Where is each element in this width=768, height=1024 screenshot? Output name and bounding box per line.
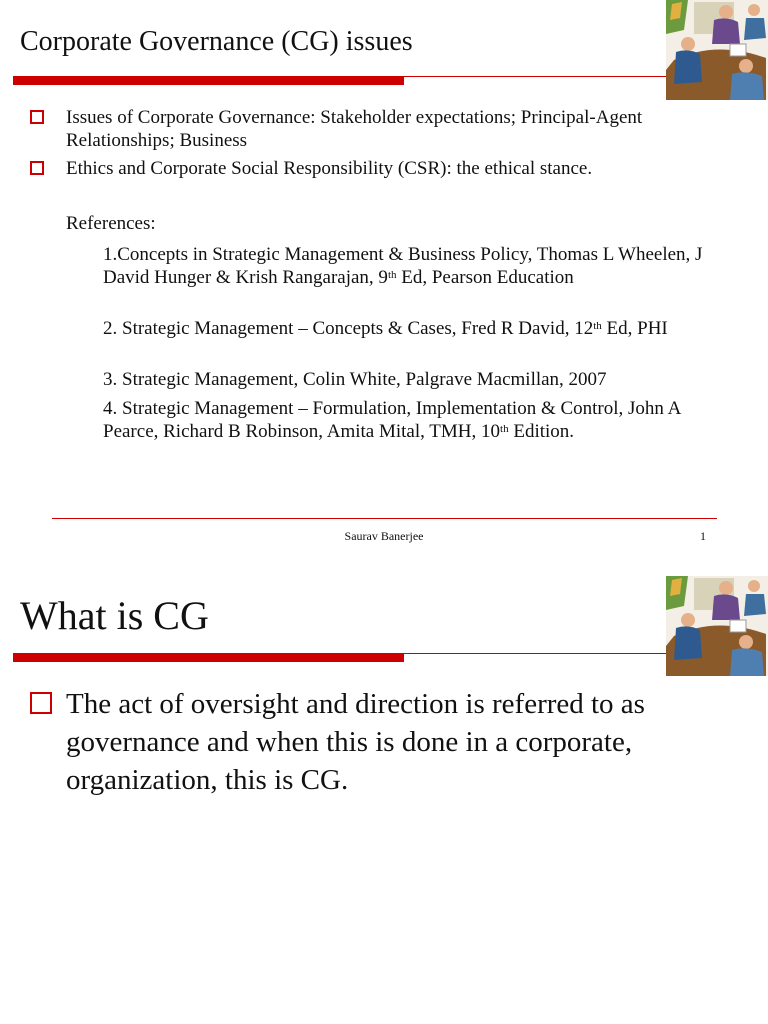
footer-rule	[52, 518, 717, 519]
footer-author: Saurav Banerjee	[344, 529, 424, 543]
bullet-text: Issues of Corporate Governance: Stakeholder expectations; Principal-Agent Relationships; Business	[66, 107, 643, 151]
slide-2	[0, 570, 768, 1024]
business-meeting-clipart	[666, 0, 768, 100]
reference-text: 4. Strategic Management – Formulation, Implementation & Control, John A Pearce, Richard B Robinson, Amita Mital, TMH, 10	[103, 398, 681, 442]
title-rule-thin	[404, 653, 666, 654]
bullet-text: Ethics and Corporate Social Responsibility (CSR): the ethical stance.	[66, 158, 593, 179]
reference-item	[103, 243, 718, 289]
title-rule-thin	[404, 76, 666, 77]
hollow-square-bullet-icon	[30, 110, 44, 124]
reference-text: 2. Strategic Management – Concepts & Cases, Fred R David, 12	[103, 318, 594, 339]
reference-item	[103, 397, 718, 443]
reference-item	[103, 368, 718, 391]
bullet-text: The act of oversight and direction is referred to as governance and when this is done in a corporate, organization, this is CG.	[66, 688, 645, 796]
title-rule-thick	[13, 76, 404, 85]
reference-superscript: th	[593, 320, 602, 332]
hollow-square-bullet-icon	[30, 161, 44, 175]
business-meeting-clipart	[666, 576, 768, 676]
reference-superscript: th	[387, 269, 397, 281]
page-number: 1	[700, 529, 706, 543]
reference-text-continued: Ed, Pearson Education	[396, 267, 574, 288]
reference-text: 1.Concepts in Strategic Management & Business Policy, Thomas L Wheelen, J David Hunger & Krish Rangarajan, 9	[103, 244, 703, 288]
title-rule-thick	[13, 653, 404, 662]
reference-text-continued: Ed, PHI	[601, 318, 668, 339]
slide-title: What is CG	[20, 593, 209, 638]
reference-superscript: th	[500, 423, 509, 435]
slide-title: Corporate Governance (CG) issues	[20, 26, 413, 57]
hollow-square-bullet-icon	[30, 692, 52, 714]
reference-item	[103, 317, 718, 340]
reference-text: 3. Strategic Management, Colin White, Palgrave Macmillan, 2007	[103, 369, 607, 390]
reference-text-continued: Edition.	[508, 421, 575, 442]
references-heading: References:	[66, 213, 156, 234]
